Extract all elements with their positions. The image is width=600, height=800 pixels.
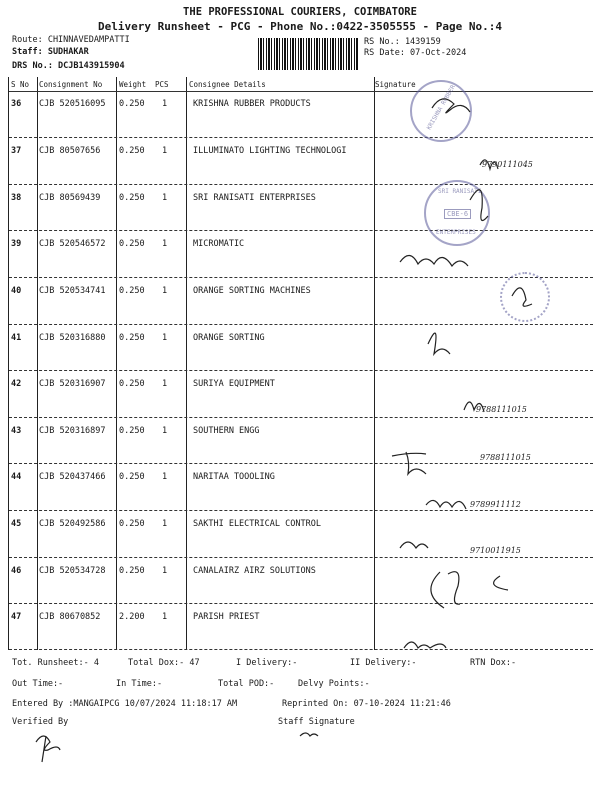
delivery-points: Delvy Points:- xyxy=(298,679,370,689)
i-delivery: I Delivery:- xyxy=(236,658,298,668)
total-pod: Total POD:- xyxy=(218,679,275,689)
verified-by-label: Verified By xyxy=(12,717,69,727)
out-time: Out Time:- xyxy=(12,679,64,689)
ii-delivery: II Delivery:- xyxy=(350,658,417,668)
signature-phone-2: 9788111015 xyxy=(476,405,527,414)
rs-number: RS No.: 1439159 xyxy=(364,37,441,47)
company-title: THE PROFESSIONAL COURIERS, COIMBATORE xyxy=(183,6,417,18)
col-pcs: PCS xyxy=(155,80,169,89)
staff-label: Staff: SUDHAKAR xyxy=(12,47,89,57)
total-runsheet: Tot. Runsheet:- 4 xyxy=(12,658,99,668)
col-consignment: Consignment No xyxy=(39,80,103,89)
signature-phone-4: 9789911112 xyxy=(470,500,521,509)
col-weight: Weight xyxy=(119,80,147,89)
drs-number: DRS No.: DCJB143915904 xyxy=(12,61,125,71)
runsheet-subtitle: Delivery Runsheet - PCG - Phone No.:0422-3505555 - Page No.:4 xyxy=(98,20,502,33)
signature-icon xyxy=(392,452,426,474)
total-dox: Total Dox:- 47 xyxy=(128,658,200,668)
entered-by: Entered By :MANGAIPCG 10/07/2024 11:18:17 AM xyxy=(12,699,238,709)
col-signature: Signature xyxy=(375,80,416,89)
company-stamp-icon: KRISHNA RUBBER xyxy=(410,80,472,142)
signature-phone-1: 9790111045 xyxy=(482,160,533,169)
signature-icon xyxy=(512,288,532,306)
verifier-signature-icon xyxy=(36,736,60,762)
in-time: In Time:- xyxy=(116,679,163,689)
signature-icon xyxy=(400,542,428,548)
staff-signature-label: Staff Signature xyxy=(278,717,355,727)
col-sno: S No xyxy=(11,80,30,89)
reprinted-on: Reprinted On: 07-10-2024 11:21:46 xyxy=(282,699,451,709)
rtn-dox: RTN Dox:- xyxy=(470,658,517,668)
signature-phone-5: 9710011915 xyxy=(470,546,521,555)
signature-icon xyxy=(431,572,508,608)
signature-icon xyxy=(404,642,446,648)
rs-date: RS Date: 07-Oct-2024 xyxy=(364,48,467,58)
col-consignee: Consignee Details xyxy=(189,80,266,89)
signature-icon xyxy=(470,190,488,221)
staff-signature-icon xyxy=(300,733,318,736)
route-label: Route: CHINNAVEDAMPATTI xyxy=(12,35,130,45)
ranisati-stamp-icon: SRI RANISATI CBE-6 ENTERPRISES xyxy=(424,180,490,246)
signature-icon xyxy=(400,255,468,266)
signature-icon xyxy=(426,500,466,509)
signature-icon xyxy=(432,99,470,113)
signature-phone-3: 9788111015 xyxy=(480,453,531,462)
signature-icon xyxy=(428,333,450,354)
runsheet-table: S No Consignment No Weight PCS Consignee Details Signature 36 CJB 520516095 0.250 1 KRISHNA RUBBER PRODUCTS 37 CJB 80507656 0.250 1 ILLUMINATO LIGHTING TECHNOLOGI 38 CJB 80569439 0.250 1 SRI RANISATI ENTERPRISES 39 CJB 520546572 0.250 1 MICROMATIC 40 CJB 520534741 0.250 1 ORANGE SORTING MACHINES 41 CJB 520316880 0.250 1 ORANGE SORTING 42 CJB 520316907 0.250 1 SURIYA EQUIPMENT 43 CJB 520316897 0.250 1 SOUTHERN ENGG 44 CJB 520437466 0.250 1 NARITAA TOOOLING 45 CJB 520492586 0.250 1 SAKTHI ELECTRICAL CONTROL 46 CJB 520534728 0.250 1 CANALAIRZ AIRZ SOLUTIONS 47 CJB 80670852 2.200 1 PARISH PRIEST xyxy=(8,77,593,650)
